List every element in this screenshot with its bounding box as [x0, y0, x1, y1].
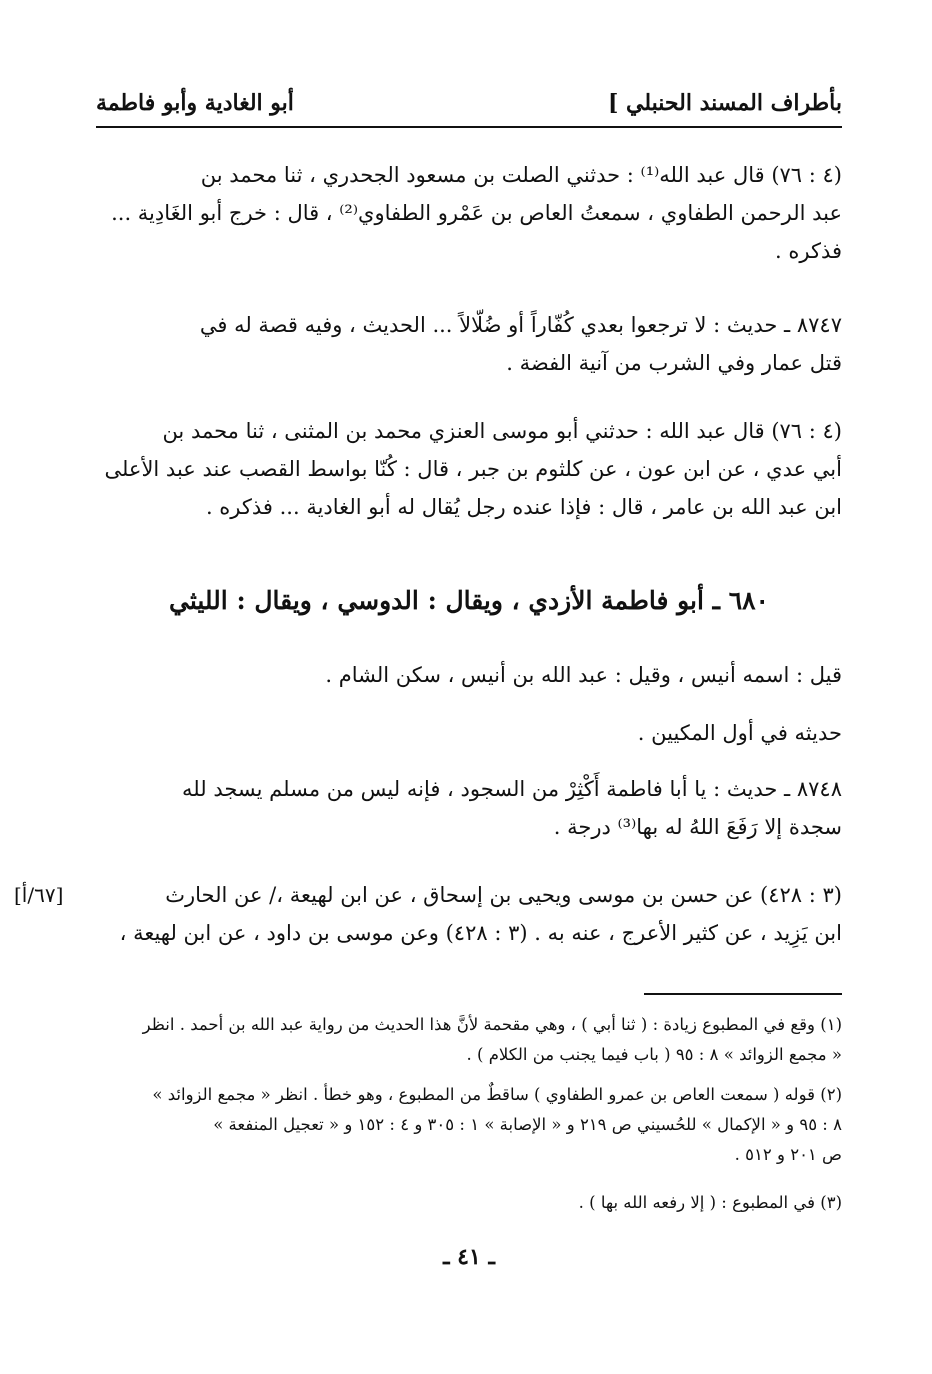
paragraph-isnad-1: [96, 156, 842, 270]
paragraph-location-note: [96, 714, 842, 752]
text-line: (٣ : ٤٢٨) عن حسن بن موسى ويحيى بن إسحاق ، عن ابن لهيعة ،/ عن الحارث: [165, 883, 842, 907]
text-line: (٤ : ٧٦) قال عبد الله⁽¹⁾ : حدثني الصلت بن مسعود الجحدري ، ثنا محمد بن: [200, 163, 842, 187]
text-line: ٨٧٤٧ ـ حديث : لا ترجعوا بعدي كُفّاراً أو ضُلّالاً ... الحديث ، وفيه قصة له في: [199, 313, 842, 337]
footnote-line: (٢) قوله ( سمعت العاص بن عمرو الطفاوي ) ساقطٌ من المطبوع ، وهو خطأ . انظر « مجمع الزوائد »: [152, 1085, 842, 1104]
footnote-line: « مجمع الزوائد » ٨ : ٩٥ ( باب فيما يجنب من الكلام ) .: [466, 1045, 842, 1064]
text-line: سجدة إلا رَفَعَ اللهُ له بها⁽³⁾ درجة .: [553, 815, 842, 839]
header-book-title: بأطراف المسند الحنبلي ]: [607, 90, 842, 116]
footnote-line: ٨ : ٩٥ و « الإكمال » للحُسيني ص ٢١٩ و « الإصابة » ١ : ٣٠٥ و ٤ : ١٥٢ و « تعجيل المنفعة »: [213, 1115, 842, 1134]
footnote-line: (١) وقع في المطبوع زيادة : ( ثنا أبي ) ، وهي مقحمة لأنَّ هذا الحديث من رواية عبد الله بن أحمد . انظر: [142, 1015, 842, 1034]
running-header: [96, 88, 842, 128]
text-line: (٤ : ٧٦) قال عبد الله : حدثني أبو موسى العنزي محمد بن المثنى ، ثنا محمد بن: [162, 419, 842, 443]
footnote-divider: [644, 993, 842, 995]
text-line: فذكره .: [775, 239, 842, 263]
footnote-line: (٣) في المطبوع : ( إلا رفعه الله بها ) .: [578, 1193, 842, 1212]
manuscript-folio-ref: [٦٧/أ]: [14, 883, 64, 907]
footnote-3: [96, 1188, 842, 1218]
paragraph-name-note: [96, 656, 842, 694]
text-line: حديثه في أول المكيين .: [637, 721, 842, 745]
text-line: أبي عدي ، عن ابن عون ، عن كلثوم بن جبر ، قال : كُنّا بواسط القصب عند عبد الأعلى: [104, 457, 842, 481]
text-line: قيل : اسمه أنيس ، وقيل : عبد الله بن أنيس ، سكن الشام .: [325, 663, 842, 687]
section-title: ٦٨٠ ـ أبو فاطمة الأزدي ، ويقال : الدوسي ، ويقال : الليثي: [168, 586, 769, 615]
footnote-2: [96, 1080, 842, 1170]
paragraph-hadith-8748: [96, 770, 842, 846]
footnote-1: [96, 1010, 842, 1070]
paragraph-hadith-8747: [96, 306, 842, 382]
text-line: ابن عبد الله بن عامر ، قال : فإذا عنده رجل يُقال له أبو الغادية ... فذكره .: [205, 495, 842, 519]
text-line: ٨٧٤٨ ـ حديث : يا أبا فاطمة أَكْثِرْ من السجود ، فإنه ليس من مسلم يسجد لله: [182, 777, 842, 801]
text-line: ابن يَزِيد ، عن كثير الأعرج ، عنه به . (٣ : ٤٢٨) وعن موسى بن داود ، عن ابن لهيعة ،: [119, 921, 842, 945]
header-chapter-title: أبو الغادية وأبو فاطمة: [96, 90, 294, 116]
footnote-line: ص ٢٠١ و ٥١٢ .: [734, 1145, 842, 1164]
paragraph-isnad-2: [96, 412, 842, 526]
page-number: ـ ٤١ ـ: [443, 1244, 495, 1270]
text-line: عبد الرحمن الطفاوي ، سمعتُ العاص بن عَمْرو الطفاوي⁽²⁾ ، قال : خرج أبو الغَادِية ...: [111, 201, 842, 225]
text-line: قتل عمار وفي الشرب من آنية الفضة .: [506, 351, 842, 375]
paragraph-isnad-3: [96, 876, 842, 952]
